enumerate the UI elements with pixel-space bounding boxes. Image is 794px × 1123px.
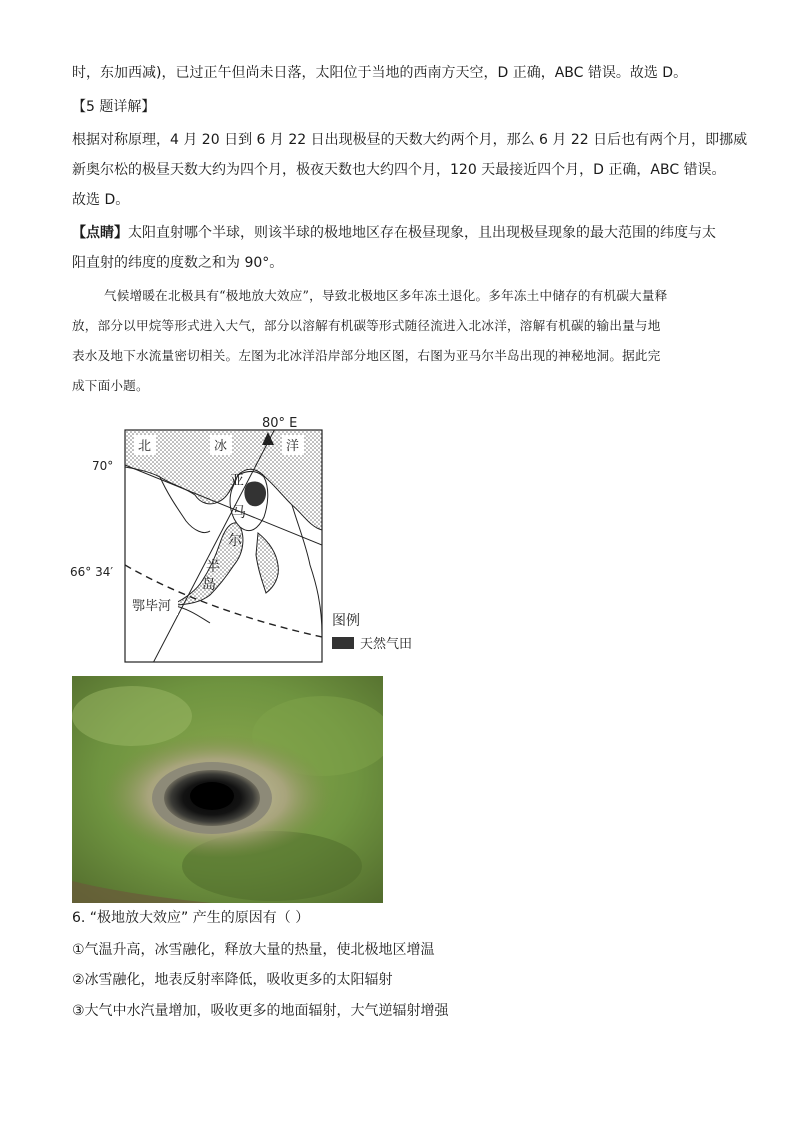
legend-item-label: 天然气田	[360, 637, 413, 652]
legend-swatch	[332, 637, 354, 649]
section-heading: 【5 题详解】	[72, 99, 156, 115]
option-3: ③大气中水汽量增加，吸收更多的地面辐射，大气逆辐射增强	[72, 1003, 449, 1019]
yamal-map-figure	[60, 405, 440, 670]
passage-line: 放，部分以甲烷等形式进入大气，部分以溶解有机碳等形式随径流进入北冰洋，溶解有机碳的输出量与地	[72, 318, 661, 333]
latitude-66-label: 66° 34′	[70, 565, 114, 579]
option-1: ①气温升高，冰雪融化，释放大量的热量，使北极地区增温	[72, 942, 435, 958]
ocean-char: 洋	[286, 439, 300, 454]
option-2: ②冰雪融化，地表反射率降低，吸收更多的太阳辐射	[72, 972, 393, 988]
longitude-label: 80° E	[262, 416, 298, 431]
legend-title: 图例	[332, 613, 360, 629]
answer-text-line: 新奥尔松的极昼天数大约为四个月，极夜天数也大约四个月，120 天最接近四个月，D 正确，ABC 错误。	[72, 162, 726, 178]
peninsula-char: 亚	[230, 473, 244, 489]
coast-patch	[256, 533, 278, 593]
peninsula-char: 尔	[228, 533, 242, 549]
peninsula-char: 半	[206, 559, 220, 575]
tip-line	[72, 223, 716, 243]
tip-tag: 【点睛】	[72, 225, 128, 241]
ocean-char: 北	[138, 439, 152, 454]
latitude-70-label: 70°	[92, 459, 114, 473]
answer-text-line: 时，东加西减)，已过正午但尚未日落，太阳位于当地的西南方天空，D 正确，ABC 错误。故选 D。	[72, 65, 688, 81]
question-6-stem: 6. “极地放大效应” 产生的原因有（ ）	[72, 910, 310, 926]
passage-line: 成下面小题。	[72, 378, 149, 393]
ocean-char: 冰	[214, 439, 228, 454]
peninsula-char: 岛	[202, 577, 216, 593]
answer-text-line: 根据对称原理，4 月 20 日到 6 月 22 日出现极昼的天数大约两个月，那么 6 月 22 日后也有两个月，即挪威	[72, 132, 748, 148]
passage-line: 气候增暖在北极具有“极地放大效应”，导致北极地区多年冻土退化。多年冻土中储存的有机碳大量释	[104, 288, 668, 303]
gas-field-icon	[244, 481, 266, 506]
river-label: 鄂毕河	[132, 599, 172, 614]
sinkhole-photo	[72, 676, 383, 903]
answer-text-line: 故选 D。	[72, 192, 130, 208]
tip-line: 阳直射的纬度的度数之和为 90°。	[72, 255, 284, 271]
passage-line: 表水及地下水流量密切相关。左图为北冰洋沿岸部分地区图，右图为亚马尔半岛出现的神秘地洞。据此完	[72, 348, 661, 363]
tip-text: 太阳直射哪个半球，则该半球的极地地区存在极昼现象，且出现极昼现象的最大范围的纬度与太	[128, 225, 716, 241]
peninsula-char: 马	[232, 505, 246, 521]
